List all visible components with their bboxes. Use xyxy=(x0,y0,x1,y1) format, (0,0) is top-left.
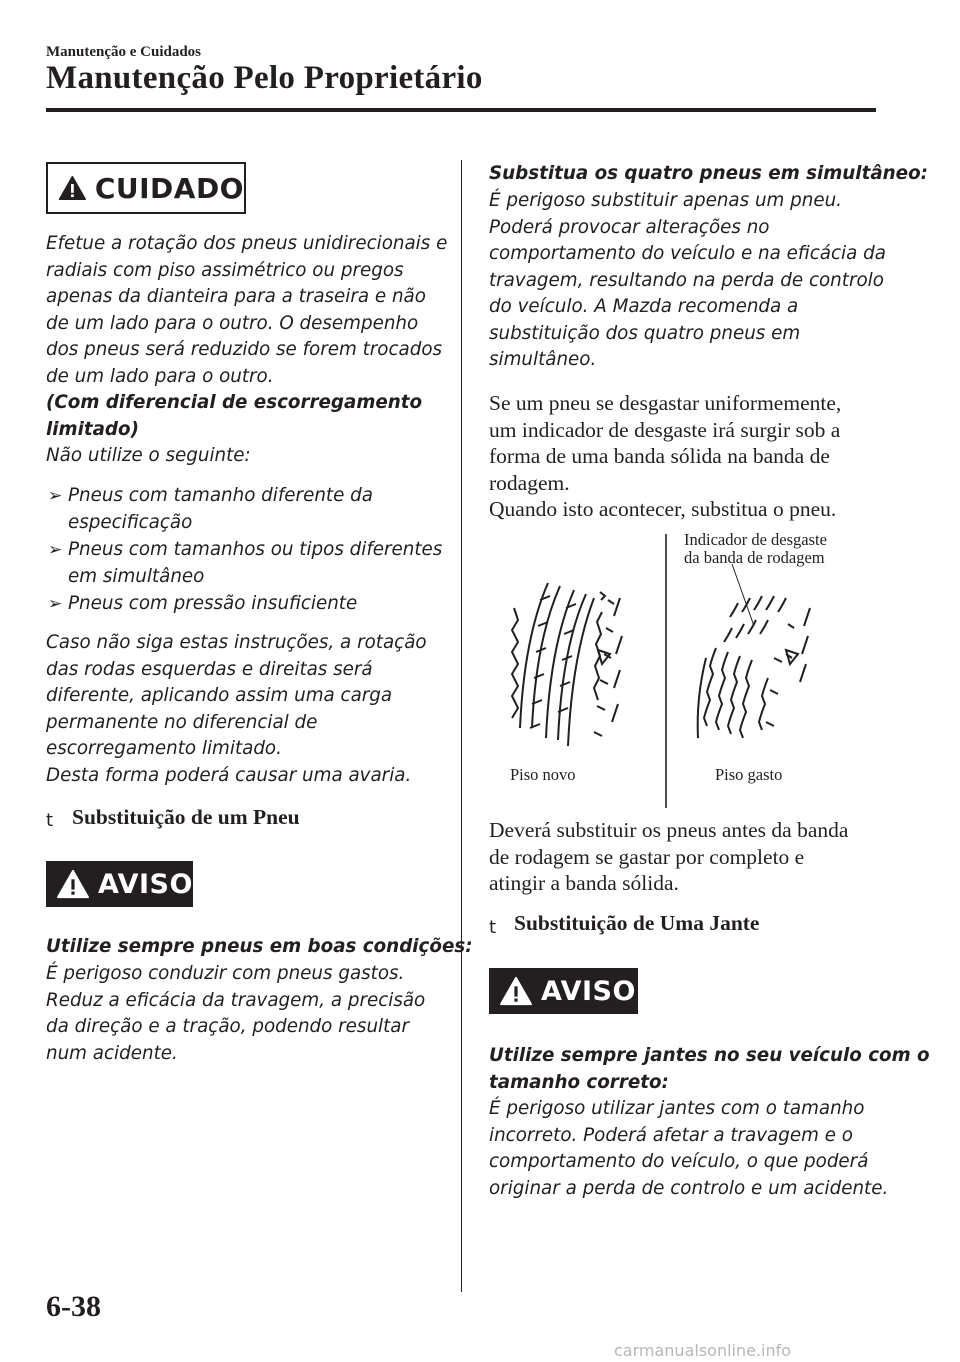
list-item xyxy=(48,537,442,590)
caution-line: radiais com piso assimétrico ou pregos xyxy=(46,259,404,281)
warning-line: num acidente. xyxy=(46,1042,178,1064)
indicator-label: da banda de rodagem xyxy=(684,548,825,567)
warning-title: Utilize sempre pneus em boas condições: xyxy=(46,936,473,957)
tire-tread-worn xyxy=(698,596,810,738)
tread-illustration xyxy=(470,528,870,810)
caution-subheading xyxy=(46,390,422,443)
warning-body-replace-all xyxy=(489,188,886,374)
caution-body xyxy=(46,231,447,390)
header-section-label: Manutenção e Cuidados xyxy=(46,44,202,60)
body-line: atingir a banda sólida. xyxy=(489,871,679,895)
worn-tread-label: Piso gasto xyxy=(715,765,783,784)
bullet-arrow-icon: ➢ xyxy=(48,540,63,560)
caution-label: CUIDADO xyxy=(94,171,244,205)
body-line: um indicador de desgaste irá surgir sob a xyxy=(489,417,841,442)
body-line: rodagem. xyxy=(489,470,570,495)
warning-badge xyxy=(489,968,638,1014)
bullet-text: em simultâneo xyxy=(68,565,205,587)
warning-line: É perigoso conduzir com pneus gastos. xyxy=(46,963,405,984)
caution-closing-line: das rodas esquerdas e direitas será xyxy=(46,658,373,680)
warning-body xyxy=(46,961,425,1067)
bullet-arrow-icon: ➢ xyxy=(48,486,63,506)
warning-label: AVISO xyxy=(541,975,636,1007)
warning-triangle-icon xyxy=(56,869,90,899)
watermark: carmanualsonline.info xyxy=(614,1341,792,1360)
caution-line: Efetue a rotação dos pneus unidirecionais e xyxy=(46,233,448,254)
caution-badge xyxy=(46,162,246,214)
body-line: Quando isto acontecer, substitua o pneu. xyxy=(489,497,837,521)
warning-line: Reduz a eficácia da travagem, a precisão xyxy=(46,989,426,1011)
caution-line: de um lado para o outro. O desempenho xyxy=(46,312,419,334)
body-line: forma de uma banda sólida na banda de xyxy=(489,444,830,468)
warning-line: originar a perda de controlo e um acidente. xyxy=(489,1177,889,1199)
caution-subheading-line: limitado) xyxy=(46,418,139,440)
caution-line: de um lado para o outro. xyxy=(46,365,274,387)
warning-title-line: tamanho correto: xyxy=(489,1071,669,1093)
warning-line: da direção e a tração, podendo resultar xyxy=(46,1016,410,1037)
caution-line: apenas da dianteira para a traseira e não xyxy=(46,286,426,307)
caution-closing-line: Desta forma poderá causar uma avaria. xyxy=(46,764,412,786)
list-item xyxy=(48,591,357,618)
section-heading-tire: Substituição de um Pneu xyxy=(72,805,300,829)
warning-line: travagem, resultando na perda de controlo xyxy=(489,269,884,291)
section-marker: t xyxy=(46,810,54,831)
body-line: Se um pneu se desgastar uniformemente, xyxy=(489,391,842,415)
warning-body xyxy=(489,1096,888,1202)
caution-closing xyxy=(46,630,427,789)
bullet-text: Pneus com tamanhos ou tipos diferentes xyxy=(68,539,443,560)
column-divider xyxy=(461,160,462,1292)
warning-line: É perigoso utilizar jantes com o tamanho xyxy=(489,1098,865,1119)
warning-line: substituição dos quatro pneus em xyxy=(489,322,801,344)
caution-intro: Não utilize o seguinte: xyxy=(46,445,251,466)
page-title: Manutenção Pelo Proprietário xyxy=(46,60,483,96)
body-line: de rodagem se gastar por completo e xyxy=(489,844,805,869)
bullet-text: Pneus com tamanho diferente da xyxy=(68,485,373,506)
warning-title-line: Utilize sempre jantes no seu veículo com o xyxy=(489,1045,930,1066)
warning-label: AVISO xyxy=(98,868,193,900)
warning-line: comportamento do veículo e na eficácia da xyxy=(489,243,886,264)
bullet-arrow-icon: ➢ xyxy=(48,594,63,614)
warning-title-replace-all: Substitua os quatro pneus em simultâneo: xyxy=(489,163,928,184)
warning-badge xyxy=(46,861,193,907)
caution-line: dos pneus será reduzido se forem trocados xyxy=(46,339,443,360)
warning-line: incorreto. Poderá afetar a travagem e o xyxy=(489,1124,853,1146)
section-heading-wheel: Substituição de Uma Jante xyxy=(514,911,760,935)
warning-line: simultâneo. xyxy=(489,349,597,370)
bullet-text: Pneus com pressão insuficiente xyxy=(68,593,358,614)
new-tread-label: Piso novo xyxy=(510,765,576,784)
warning-title xyxy=(489,1043,930,1096)
warning-triangle-icon xyxy=(58,172,87,204)
warning-triangle-icon xyxy=(499,976,533,1006)
page-number: 6-38 xyxy=(46,1290,101,1323)
section-marker: t xyxy=(489,917,497,938)
warning-line: comportamento do veículo, o que poderá xyxy=(489,1151,869,1172)
caution-closing-line: permanente no diferencial de xyxy=(46,711,318,733)
body-line: Deverá substituir os pneus antes da banda xyxy=(489,818,849,842)
warning-line: É perigoso substituir apenas um pneu. xyxy=(489,190,842,211)
warning-line: do veículo. A Mazda recomenda a xyxy=(489,296,799,317)
caution-closing-line: escorregamento limitado. xyxy=(46,738,282,759)
bullet-text: especificação xyxy=(68,511,193,533)
body-paragraph xyxy=(489,390,841,523)
caution-closing-line: diferente, aplicando assim uma carga xyxy=(46,685,393,706)
body-paragraph xyxy=(489,817,848,897)
caution-subheading-line: (Com diferencial de escorregamento xyxy=(46,392,423,413)
tread-wear-figure xyxy=(470,528,870,810)
tire-tread-new xyxy=(512,583,622,746)
caution-closing-line: Caso não siga estas instruções, a rotação xyxy=(46,632,427,653)
warning-line: Poderá provocar alterações no xyxy=(489,216,770,238)
list-item xyxy=(48,483,373,536)
indicator-label: Indicador de desgaste xyxy=(684,530,827,549)
header-divider xyxy=(46,108,876,112)
